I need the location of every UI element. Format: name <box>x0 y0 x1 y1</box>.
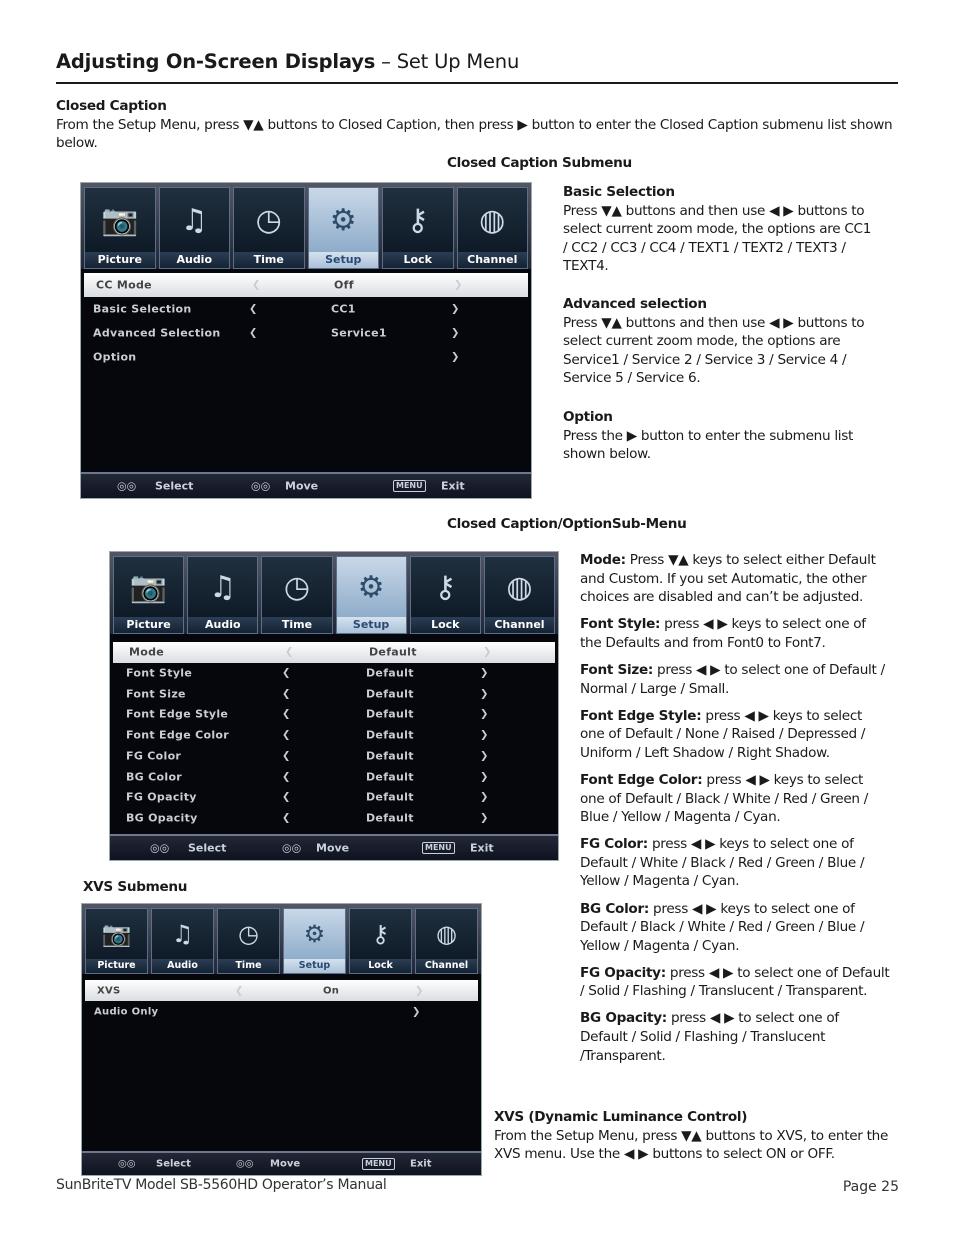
option-item <box>580 661 890 698</box>
tv-menu-row <box>81 345 531 369</box>
globe-icon: ◍ <box>479 202 506 238</box>
xvs-submenu-screenshot <box>81 903 482 1176</box>
left-arrow-icon: ❮ <box>285 646 294 658</box>
tv-menu-row <box>110 746 558 767</box>
tv-row-label: Basic Selection <box>93 302 192 316</box>
option-item <box>580 964 890 1001</box>
tv-menu-footer <box>82 1151 481 1175</box>
gears-icon: ⚙ <box>357 569 385 605</box>
basic-selection-block <box>563 183 875 276</box>
option-item-label: Font Edge Style: <box>580 707 702 724</box>
option-item-text: press ◀ ▶ to select one of Default / Solid / Flashing / Translucent /Transparent. <box>580 1010 839 1064</box>
tv-row-value: CC1 <box>331 302 356 316</box>
left-arrow-icon: ❮ <box>252 279 261 291</box>
clock-icon: ◷ <box>238 920 259 948</box>
right-arrow-icon: ❯ <box>451 327 460 339</box>
left-arrow-icon: ❮ <box>282 729 291 741</box>
clock-icon: ◷ <box>283 569 311 605</box>
option-item <box>580 900 890 956</box>
tv-tab-channel <box>457 187 529 269</box>
option-item-text: press ◀ ▶ keys to select one of Default / White / Black / Red / Green / Blue / Yellow / Magenta / Cyan. <box>580 836 865 890</box>
tv-row-label: BG Color <box>126 770 183 784</box>
xvs-body: From the Setup Menu, press ▼▲ buttons to XVS, to enter the XVS menu. Use the ◀ ▶ buttons to select ON or OFF. <box>494 1127 889 1163</box>
option-item-label: Font Size: <box>580 661 654 678</box>
tv-menu-row <box>81 297 531 321</box>
footer-exit-label: Exit <box>441 479 465 493</box>
tv-tab-label: Setup <box>309 252 379 268</box>
option-item-label: BG Color: <box>580 900 650 917</box>
right-arrow-icon: ❯ <box>480 812 489 824</box>
tv-row-label: Font Style <box>126 666 193 680</box>
footer-exit-label: Exit <box>410 1158 432 1170</box>
left-arrow-icon: ❮ <box>282 708 291 720</box>
tv-tab-label: Picture <box>86 959 147 973</box>
option-block <box>563 408 875 464</box>
option-item-label: Font Style: <box>580 616 661 633</box>
left-arrow-icon: ❮ <box>282 688 291 700</box>
tv-tab-picture <box>85 908 148 974</box>
menu-key-icon: MENU <box>362 1158 395 1170</box>
option-item <box>580 615 890 652</box>
tv-tab-label: Lock <box>350 959 411 973</box>
closed-caption-heading: Closed Caption <box>56 98 167 114</box>
tv-row-label: CC Mode <box>96 278 152 292</box>
option-item-label: BG Opacity: <box>580 1010 667 1027</box>
tv-tab-picture <box>113 556 184 634</box>
tv-row-value: Off <box>334 278 354 292</box>
option-item-text: press ◀ ▶ keys to select one of Default / Black / White / Red / Green / Blue / Yellow / Magenta / Cyan. <box>580 900 865 954</box>
tv-row-value: Default <box>366 728 414 742</box>
tv-row-label: Advanced Selection <box>93 326 221 340</box>
tv-tab-audio <box>151 908 214 974</box>
footer-manual-title: SunBriteTV Model SB-5560HD Operator’s Manual <box>56 1177 387 1193</box>
tv-menu-tabs <box>81 183 531 269</box>
clock-icon: ◷ <box>255 202 282 238</box>
option-item-label: Font Edge Color: <box>580 771 703 788</box>
tv-menu-row <box>84 273 528 297</box>
tv-menu-footer <box>110 834 558 860</box>
xvs-block <box>494 1108 904 1164</box>
option-body: Press the ▶ button to enter the submenu list shown below. <box>563 427 854 463</box>
tv-row-value: Default <box>366 790 414 804</box>
menu-key-icon: MENU <box>393 480 426 492</box>
right-arrow-icon: ❯ <box>451 303 460 315</box>
footer-move-label: Move <box>270 1158 301 1170</box>
key-icon: ⚷ <box>371 920 390 948</box>
cc-submenu-caption: Closed Caption Submenu <box>447 155 632 171</box>
tv-row-value: Default <box>366 687 414 701</box>
move-key-icon: ◎◎ <box>236 1158 254 1170</box>
right-arrow-icon: ❯ <box>454 279 463 291</box>
right-arrow-icon: ❯ <box>480 729 489 741</box>
tv-tab-label: Channel <box>485 617 554 633</box>
tv-row-label: Font Edge Style <box>126 707 229 721</box>
tv-tab-audio <box>187 556 258 634</box>
right-arrow-icon: ❯ <box>480 791 489 803</box>
music-note-icon: ♫ <box>209 569 237 605</box>
footer-select-label: Select <box>188 841 227 855</box>
tv-row-label: Font Size <box>126 687 186 701</box>
camera-icon: 📷 <box>101 920 132 948</box>
left-arrow-icon: ❮ <box>282 750 291 762</box>
footer-move-label: Move <box>285 479 319 493</box>
tv-menu-row <box>110 704 558 725</box>
tv-menu-row <box>113 642 555 663</box>
music-note-icon: ♫ <box>180 202 208 238</box>
tv-tab-lock <box>410 556 481 634</box>
tv-row-label: Option <box>93 350 137 364</box>
tv-tab-label: Time <box>262 617 331 633</box>
closed-caption-intro: From the Setup Menu, press ▼▲ buttons to Closed Caption, then press ▶ button to enter the Closed Caption submenu list shown below. <box>56 116 893 152</box>
basic-selection-heading: Basic Selection <box>563 184 675 200</box>
tv-tab-setup <box>283 908 346 974</box>
gears-icon: ⚙ <box>329 202 357 238</box>
tv-tab-label: Time <box>234 252 304 268</box>
tv-menu-row <box>110 725 558 746</box>
option-item-label: FG Opacity: <box>580 964 666 981</box>
tv-row-value: On <box>323 985 340 996</box>
tv-menu-row <box>110 766 558 787</box>
globe-icon: ◍ <box>436 920 457 948</box>
option-submenu-caption: Closed Caption/OptionSub-Menu <box>447 516 687 532</box>
tv-menu-row <box>110 683 558 704</box>
cc-submenu-screenshot <box>80 182 532 499</box>
advanced-selection-body: Press ▼▲ buttons and then use ◀ ▶ buttons to select current zoom mode, the options are Service1 / Service 2 / Service 3 / Service 4 / Service 5 / Service 6. <box>563 314 865 387</box>
move-key-icon: ◎◎ <box>282 841 302 855</box>
right-arrow-icon: ❯ <box>480 771 489 783</box>
tv-tab-label: Lock <box>383 252 453 268</box>
left-arrow-icon: ❮ <box>282 771 291 783</box>
option-item <box>580 1009 890 1065</box>
option-heading: Option <box>563 409 613 425</box>
move-key-icon: ◎◎ <box>251 479 271 493</box>
tv-tab-setup <box>336 556 407 634</box>
right-arrow-icon: ❯ <box>451 351 460 363</box>
left-arrow-icon: ❮ <box>235 985 244 996</box>
option-item-text: press ◀ ▶ keys to select one of Default / None / Raised / Depressed / Uniform / Left Shadow / Right Shadow. <box>580 707 866 761</box>
option-item-text: press ◀ ▶ keys to select one of the Defaults and from Font0 to Font7. <box>580 616 866 651</box>
tv-menu-row <box>85 980 478 1001</box>
tv-row-value: Default <box>366 707 414 721</box>
left-arrow-icon: ❮ <box>282 791 291 803</box>
right-arrow-icon: ❯ <box>412 1006 421 1017</box>
menu-key-icon: MENU <box>422 842 455 854</box>
tv-tab-channel <box>484 556 555 634</box>
tv-row-value: Default <box>366 811 414 825</box>
tv-menu-footer <box>81 472 531 498</box>
tv-row-value: Default <box>366 749 414 763</box>
tv-tab-picture <box>84 187 156 269</box>
right-arrow-icon: ❯ <box>415 985 424 996</box>
option-item <box>580 835 890 891</box>
tv-tab-label: Setup <box>337 617 406 633</box>
tv-menu-row <box>110 663 558 684</box>
tv-row-label: Font Edge Color <box>126 728 229 742</box>
tv-row-label: FG Opacity <box>126 790 197 804</box>
tv-menu-row <box>110 787 558 808</box>
footer-select-label: Select <box>156 1158 191 1170</box>
tv-row-label: Audio Only <box>94 1006 159 1017</box>
header-rule <box>56 82 898 84</box>
tv-menu-tabs <box>110 552 558 634</box>
key-icon: ⚷ <box>434 569 457 605</box>
tv-row-value: Default <box>366 666 414 680</box>
basic-selection-body: Press ▼▲ buttons and then use ◀ ▶ buttons to select current zoom mode, the options are CC1 / CC2 / CC3 / CC4 / TEXT1 / TEXT2 / TEXT3 / TEXT4. <box>563 202 872 275</box>
select-key-icon: ◎◎ <box>117 479 137 493</box>
key-icon: ⚷ <box>406 202 429 238</box>
tv-tab-label: Channel <box>458 252 528 268</box>
closed-caption-section <box>56 97 896 153</box>
tv-menu-tabs <box>82 904 481 974</box>
select-key-icon: ◎◎ <box>150 841 170 855</box>
right-arrow-icon: ❯ <box>480 708 489 720</box>
option-item-text: press ◀ ▶ keys to select one of Default / Black / White / Red / Green / Blue / Yellow / Magenta / Cyan. <box>580 771 868 826</box>
xvs-heading: XVS (Dynamic Luminance Control) <box>494 1109 748 1125</box>
tv-row-value: Default <box>369 645 417 659</box>
option-items-list <box>580 551 890 1074</box>
tv-row-label: FG Color <box>126 749 182 763</box>
music-note-icon: ♫ <box>171 920 194 948</box>
footer-exit-label: Exit <box>470 841 494 855</box>
tv-tab-label: Audio <box>160 252 230 268</box>
left-arrow-icon: ❮ <box>282 812 291 824</box>
camera-icon: 📷 <box>101 202 139 238</box>
tv-tab-setup <box>308 187 380 269</box>
xvs-submenu-caption: XVS Submenu <box>83 879 188 895</box>
footer-select-label: Select <box>155 479 194 493</box>
tv-tab-time <box>217 908 280 974</box>
tv-tab-channel <box>415 908 478 974</box>
tv-tab-time <box>233 187 305 269</box>
option-item-text: press ◀ ▶ to select one of Default / Solid / Flashing / Translucent / Transparent. <box>580 964 890 1000</box>
option-item-label: Mode: <box>580 552 626 568</box>
page-title: Adjusting On-Screen Displays – Set Up Menu <box>56 50 520 73</box>
tv-row-value: Service1 <box>331 326 387 340</box>
advanced-selection-block <box>563 295 875 388</box>
option-item <box>580 707 890 763</box>
tv-row-label: Mode <box>129 645 165 659</box>
tv-tab-label: Setup <box>284 959 345 973</box>
option-item <box>580 771 890 827</box>
option-item-text: press ◀ ▶ to select one of Default / Normal / Large / Small. <box>580 661 885 697</box>
tv-tab-lock <box>382 187 454 269</box>
tv-tab-label: Audio <box>152 959 213 973</box>
left-arrow-icon: ❮ <box>249 327 258 339</box>
tv-menu-row <box>110 808 558 829</box>
tv-row-label: BG Opacity <box>126 811 198 825</box>
tv-tab-audio <box>159 187 231 269</box>
tv-menu-row <box>81 321 531 345</box>
right-arrow-icon: ❯ <box>483 646 492 658</box>
footer-page-number: Page 25 <box>842 1179 899 1195</box>
option-item <box>580 551 890 607</box>
globe-icon: ◍ <box>506 569 533 605</box>
tv-tab-lock <box>349 908 412 974</box>
advanced-selection-heading: Advanced selection <box>563 296 707 312</box>
left-arrow-icon: ❮ <box>249 303 258 315</box>
tv-menu-row <box>82 1001 481 1022</box>
left-arrow-icon: ❮ <box>282 667 291 679</box>
option-submenu-screenshot <box>109 551 559 861</box>
camera-icon: 📷 <box>129 569 168 605</box>
tv-tab-label: Picture <box>85 252 155 268</box>
tv-tab-label: Audio <box>188 617 257 633</box>
tv-row-label: XVS <box>97 985 121 996</box>
right-arrow-icon: ❯ <box>480 750 489 762</box>
tv-tab-label: Picture <box>114 617 183 633</box>
tv-row-value: Default <box>366 770 414 784</box>
tv-tab-label: Time <box>218 959 279 973</box>
right-arrow-icon: ❯ <box>480 688 489 700</box>
right-arrow-icon: ❯ <box>480 667 489 679</box>
tv-tab-time <box>261 556 332 634</box>
footer-move-label: Move <box>316 841 350 855</box>
gears-icon: ⚙ <box>303 920 326 948</box>
tv-tab-label: Channel <box>416 959 477 973</box>
option-item-text: Press ▼▲ keys to select either Default and Custom. If you set Automatic, the other choices are disabled and can’t be adjusted. <box>580 552 876 606</box>
select-key-icon: ◎◎ <box>118 1158 136 1170</box>
option-item-label: FG Color: <box>580 836 648 853</box>
tv-tab-label: Lock <box>411 617 480 633</box>
